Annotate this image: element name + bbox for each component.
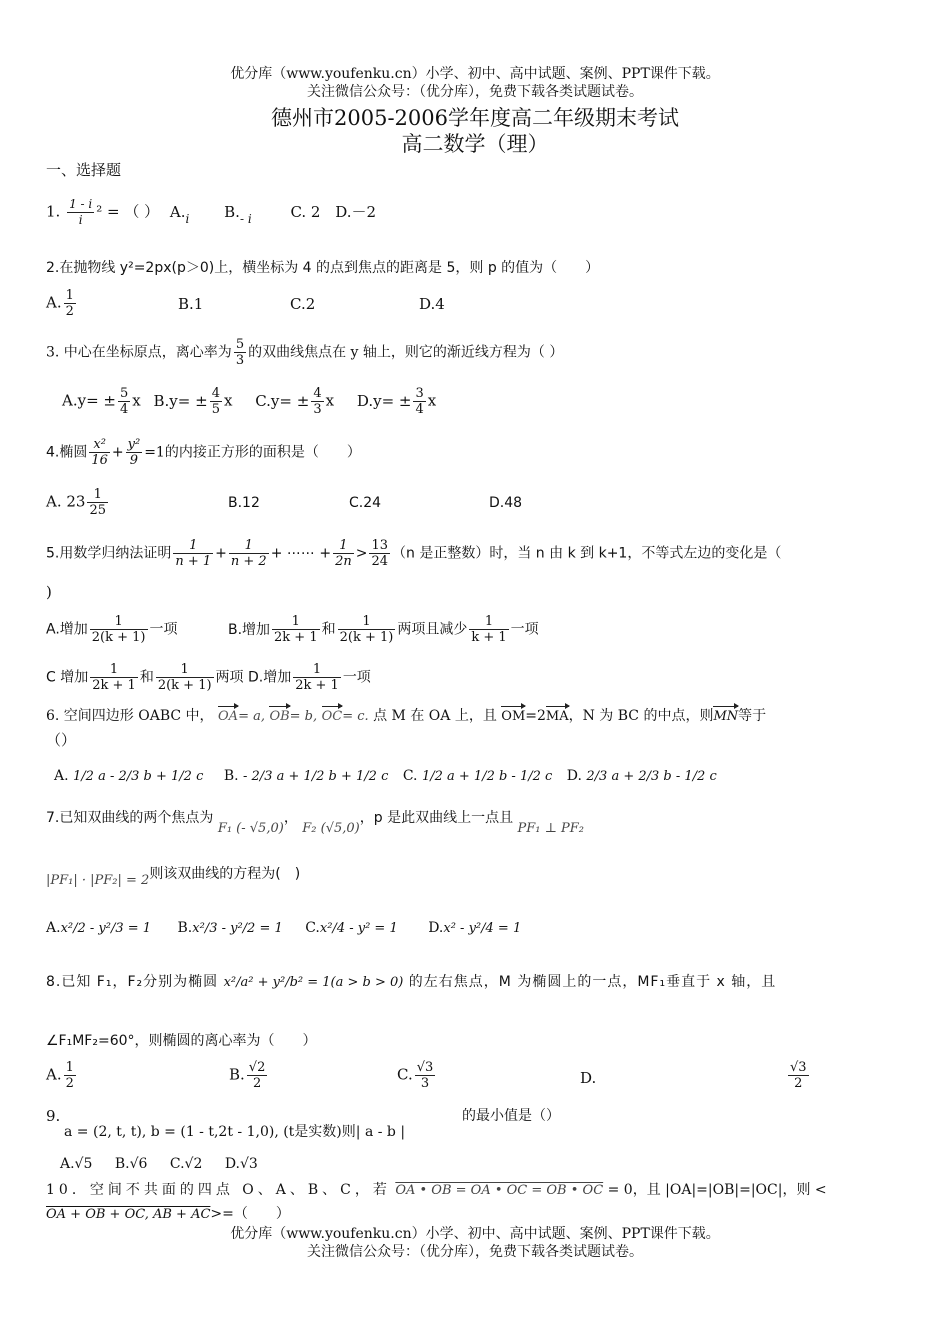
q7-option-b-label: B. [177,920,193,936]
q5-c1-num: 1 [90,662,138,678]
q6-eq-a: = a, [238,709,265,724]
q3-b-den: 5 [211,402,220,417]
question-7-stem [46,808,584,836]
q6-paren: （） [46,731,77,749]
q5-f2-den: n + 2 [230,554,267,569]
q6-option-c-label: C. [402,768,418,784]
q5-b1-den: 2k + 1 [274,630,318,645]
q8-c-den: 3 [420,1076,430,1091]
question-6-options [54,766,717,787]
q7-pre: 7.已知双曲线的两个焦点为 [46,810,214,826]
q6-vec-oc: OC [322,707,343,727]
q3-c-num: 4 [313,386,322,401]
q7-focus-2: F₂ (√5,0) [302,821,360,836]
question-10-line-2 [46,1204,290,1225]
q4-post: 的内接正方形的面积是（ ） [164,444,361,461]
q7-focus-1: F₁ (- √5,0) [217,821,284,836]
q5-a-pre: A.增加 [46,621,88,638]
q8-option-c [397,1060,437,1091]
q1-number: 1. [46,202,61,221]
q6-vec-om: OM [501,707,525,727]
q2-a-den: 2 [65,304,74,319]
question-7-condition [46,864,301,888]
q7-option-a-label: A. [46,920,61,936]
q10-post: >=（ ） [210,1206,290,1222]
q8-line-2: ∠F₁MF₂=60°，则椭圆的离心率为（ ） [46,1033,317,1049]
q2-option-b: B.1 [178,295,204,313]
q7-post: 则该双曲线的方程为( ) [149,866,301,882]
footer-line-1: 优分库（www.youfenku.cn）小学、初中、高中试题、案例、PPT课件下载。 [230,1226,720,1242]
q5-d-post: 一项 [342,669,371,686]
question-5-stem: 5.用数学归纳法证明 $\frac{1}{n + 1}$ + $\frac{1}{n + 2}$ + ⋯⋯ + $\frac{1}{2n}$ > $\frac{13}{24}$ （n 是正整数）时，当 n 由 k 到 k+1，不等式左边的变化是（ [46,538,782,569]
exam-subtitle: 高二数学（理） [401,132,549,156]
q5-f1-num: 1 [173,538,213,554]
q5-c-pre: C 增加 [46,669,89,686]
question-1 [46,197,376,228]
q10-pre: 10．空间不共面的四点 O、A、B、C，若 [46,1182,391,1198]
q8-ellipse-eq: x²/a² + y²/b² = 1(a > b > 0) [223,975,404,990]
q6-option-d-label: D. [566,768,582,784]
q8-b-label: B. [229,1065,245,1084]
q5-a-post: 一项 [149,621,178,638]
q7-option-c-label: C. [305,920,320,936]
q5-b3-num: 1 [469,614,508,630]
q7-option-b-expr: x²/3 - y²/2 = 1 [192,921,283,936]
q1-option-d: D.－2 [335,202,377,221]
question-8-stem [46,972,776,993]
q5-f3-num: 1 [333,538,354,554]
q8-post: 的左右焦点，M 为椭圆上的一点，MF₁垂直于 x 轴，且 [408,974,777,990]
q5-f4-num: 13 [371,538,389,553]
q3-d-den: 4 [415,402,424,417]
q1-option-b-value: - i [239,211,252,226]
q6-pre: 6. 空间四边形 OABC 中， [46,708,214,724]
question-5-options-ab [46,614,539,645]
q4-option-b: B.12 [228,495,260,511]
q7-option-d-expr: x² - y²/4 = 1 [443,921,522,936]
q2-option-a-fraction [64,288,76,319]
q5-pre: 5.用数学归纳法证明 [46,545,172,562]
q6-option-a-label: A. [54,768,69,784]
q6-post: 等于 [738,708,767,724]
q8-a-label: A. [46,1065,62,1084]
q5-b-post: 一项 [510,621,539,638]
q5-b-pre: B.增加 [227,621,271,638]
q6-eq-c: = c. [342,709,369,724]
q3-a-den: 4 [119,402,129,417]
q5-f1-den: n + 1 [175,554,212,569]
q8-b-den: 2 [252,1076,262,1091]
q9-option-d: D.√3 [224,1156,258,1172]
q2-option-c: C.2 [290,295,316,313]
q8-option-d-value [786,1060,811,1091]
q6-vec-ma: MA [546,707,569,727]
q8-pre: 8.已知 F₁，F₂分别为椭圆 [46,974,219,990]
q5-d-den: 2k + 1 [295,678,339,693]
q8-c-label: C. [397,1065,413,1084]
q8-e-num: √3 [790,1060,807,1075]
q5-b-and: 和 [321,621,336,638]
q6-mid2: ，N 为 BC 的中点，则 [568,708,714,724]
section-heading: 一、选择题 [46,161,122,179]
q5-c2-den: 2(k + 1) [157,678,212,693]
q5-post: （n 是正整数）时，当 n 由 k 到 k+1，不等式左边的变化是（ [392,545,782,562]
header-line-1: 优分库（www.youfenku.cn）小学、初中、高中试题、案例、PPT课件下载。 [230,66,720,82]
q8-e-den: 2 [794,1076,803,1091]
q9-option-b: B.√6 [114,1156,148,1172]
q5-d-num: 1 [293,662,341,678]
question-2-options [46,288,78,319]
question-3-options [62,386,436,417]
q6-mid: 点 M 在 OA 上，且 [373,708,497,724]
q5-b2-num: 1 [338,614,396,630]
q7-cond: |PF₁| · |PF₂| = 2 [46,873,150,888]
q1-fraction [67,197,94,228]
q3-e-den: 3 [235,353,245,368]
q7-option-c-expr: x²/4 - y² = 1 [319,921,398,936]
q6-vec-ob: OB [269,707,289,727]
q8-option-d: D. [580,1069,597,1087]
q4-option-c: C.24 [349,495,382,511]
question-7-options [46,918,521,939]
q5-dots: + ⋯⋯ + [270,545,332,562]
question-4-option-a [46,487,110,518]
q9-option-c: C.√2 [169,1156,203,1172]
q7-mid: ，p 是此双曲线上一点且 [359,810,514,826]
q8-c-num: √3 [416,1060,434,1075]
q6-option-b-expr: - 2/3 a + 1/2 b + 1/2 c [243,769,389,784]
q4-t2-num: y² [127,437,141,452]
q3-x: x [325,391,335,410]
q8-option-b [229,1060,269,1091]
footer-line-2: 关注微信公众号：（优分库），免费下载各类试题试卷。 [307,1244,643,1260]
question-3-stem [46,337,563,368]
q4-a-den: 25 [89,503,107,518]
q6-eq2: =2 [525,708,546,724]
q4-eq: =1 [144,444,165,461]
question-10-stem [46,1180,827,1201]
q4-t1-den: 16 [91,453,108,468]
q3-option-d: D.y= ± [356,391,412,410]
q4-a-num: 1 [87,487,108,503]
q4-option-d: D.48 [489,495,523,511]
q1-option-c: C. 2 [290,202,321,221]
q3-option-b: B.y= ± [153,391,208,410]
q7-perp: PF₁ ⊥ PF₂ [517,821,584,836]
exam-title: 德州市2005-2006学年度高二年级期末考试 [271,106,679,130]
q6-option-a-expr: 1/2 a - 2/3 b + 1/2 c [73,769,204,784]
q1-denominator: i [78,213,83,227]
question-6-stem [46,706,766,727]
q7-option-d-label: D. [428,920,444,936]
q5-c-post: 两项 [215,669,244,686]
q8-b-num: √2 [248,1060,266,1075]
q5-a-num: 1 [90,614,148,630]
q3-d-num: 3 [415,386,424,401]
q8-a-num: 1 [65,1060,74,1075]
q5-f4-den: 24 [371,554,389,569]
q5-c-and: 和 [139,669,154,686]
q5-c1-den: 2k + 1 [92,678,136,693]
q7-option-a-expr: x²/2 - y²/3 = 1 [60,921,152,936]
q10-dot-products: OA • OB = OA • OC = OB • OC [395,1183,604,1198]
q7-comma: ， [283,810,298,826]
q10-vector-sums: OA + OB + OC, AB + AC [46,1207,211,1222]
q6-option-c-expr: 1/2 a + 1/2 b - 1/2 c [421,769,553,784]
q4-t1-num: x² [89,437,110,453]
q3-option-c: C.y= ± [255,391,310,410]
q3-x: x [223,391,233,410]
q8-a-den: 2 [65,1076,74,1091]
q1-tail: ² = （ ） [96,202,160,221]
q4-a-whole: A. 23 [46,492,86,511]
q1-option-a-value: i [185,211,190,226]
q5-f2-num: 1 [229,538,269,554]
q9-option-a: A.√5 [60,1156,93,1172]
q5-b2-den: 2(k + 1) [339,630,394,645]
q3-c-den: 3 [313,402,322,417]
q5-c2-num: 1 [156,662,214,678]
header-line-2: 关注微信公众号：（优分库），免费下载各类试题试卷。 [307,84,643,100]
q10-mid: = 0，且 |OA|=|OB|=|OC|，则 < [607,1182,827,1198]
q6-vec-oa: OA [218,707,238,727]
q3-a-num: 5 [119,386,129,401]
q3-option-a: A.y= ± [62,391,116,410]
question-5-options-cd [46,662,371,693]
q5-close-paren: ) [46,583,52,601]
q3-x: x [427,391,437,410]
q3-e-num: 5 [235,337,245,352]
q6-vec-mn: MN [713,707,738,727]
q4-pre: 4.椭圆 [46,444,88,461]
q5-b3-den: k + 1 [471,630,507,645]
q9-expression: a = (2, t, t), b = (1 - t,2t - 1,0), (t是实数)则| a - b | [64,1124,406,1140]
q6-eq-b: = b, [289,709,318,724]
q2-option-a-label: A. [46,293,62,312]
q4-plus: + [111,444,124,461]
q3-eccentricity [234,337,246,368]
q5-b1-num: 1 [272,614,320,630]
question-2-stem: 2.在抛物线 y²=2px(p＞0)上，横坐标为 4 的点到焦点的距离是 5，则 p 的值为（ ） [46,260,600,276]
q5-a-den: 2(k + 1) [91,630,146,645]
q3-stem-post: 的双曲线焦点在 y 轴上，则它的渐近线方程为（ ） [248,344,564,361]
q3-b-num: 4 [211,386,220,401]
q1-option-b-label: B. [224,202,240,221]
q5-b-mid: 两项且减少 [397,621,468,638]
q3-x: x [132,391,141,410]
q2-a-num: 1 [65,288,74,303]
q5-f3-den: 2n [335,554,352,569]
q9-number: 9. [46,1107,61,1125]
q6-option-d-expr: 2/3 a + 2/3 b - 1/2 c [586,769,717,784]
q3-stem-pre: 3. 中心在坐标原点，离心率为 [46,344,232,361]
q9-post: 的最小值是（） [462,1108,560,1124]
q1-numerator: 1 - i [69,197,93,211]
question-9-options [60,1154,258,1174]
q5-gt: > [355,545,368,562]
q5-d-pre: D.增加 [248,669,292,686]
q2-option-d: D.4 [419,295,445,313]
q1-option-a-label: A. [169,202,186,221]
q6-option-b-label: B. [223,768,239,784]
q8-option-a [46,1060,78,1091]
q4-t2-den: 9 [129,453,139,468]
question-4-stem [46,437,361,468]
